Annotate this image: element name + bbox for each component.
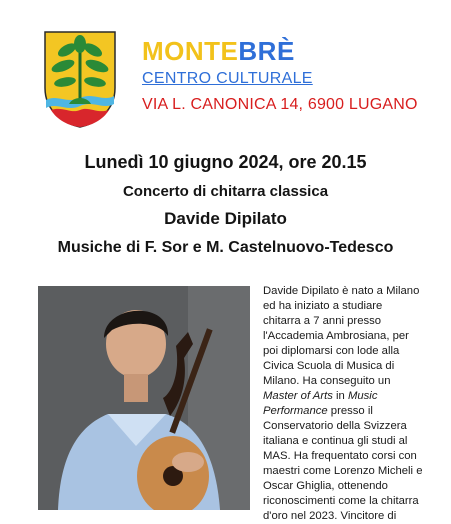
- bio-paragraph: [263, 284, 423, 524]
- event-type: Concerto di chitarra classica: [122, 183, 329, 200]
- event-program: Musiche di F. Sor e M. Castelnuovo-Tedesco: [57, 239, 394, 256]
- bio-text-2: in: [332, 390, 348, 402]
- brand-name: [142, 36, 418, 66]
- artist-photo: [38, 286, 250, 510]
- brand-name-part1: MONTE: [142, 36, 239, 66]
- event-date: Lunedì 10 giugno 2024, ore 20.15: [84, 152, 367, 172]
- artist-bio: [263, 284, 423, 524]
- bio-emphasis-1: Master of Arts: [263, 390, 333, 402]
- bio-emphasis-2: Music Performance: [263, 390, 378, 417]
- brand-subtitle: CENTRO CULTURALE: [142, 70, 313, 87]
- montebre-coat-of-arms-icon: [43, 30, 117, 128]
- brand-address: VIA L. CANONICA 14, 6900 LUGANO: [142, 96, 418, 113]
- bio-text-1: Davide Dipilato è nato a Milano ed ha iniziato a studiare chitarra a 7 anni presso l'Accademia Ambrosiana, per poi diplomarsi con lode alla Civica Scuola di Musica di Milano. Ha conseguito un: [263, 285, 420, 387]
- bio-text-3: presso il Conservatorio della Svizzera italiana e continua gli studi al MAS. Ha frequentato corsi con maestri come Lorenzo Micheli e Oscar Ghiglia, ottenendo riconoscimenti come la chitarra d'oro nel 2023. Vincitore di: [263, 405, 423, 522]
- brand-block: [142, 36, 418, 114]
- brand-name-part2: BRÈ: [238, 36, 295, 66]
- event-artist: Davide Dipilato: [164, 209, 287, 228]
